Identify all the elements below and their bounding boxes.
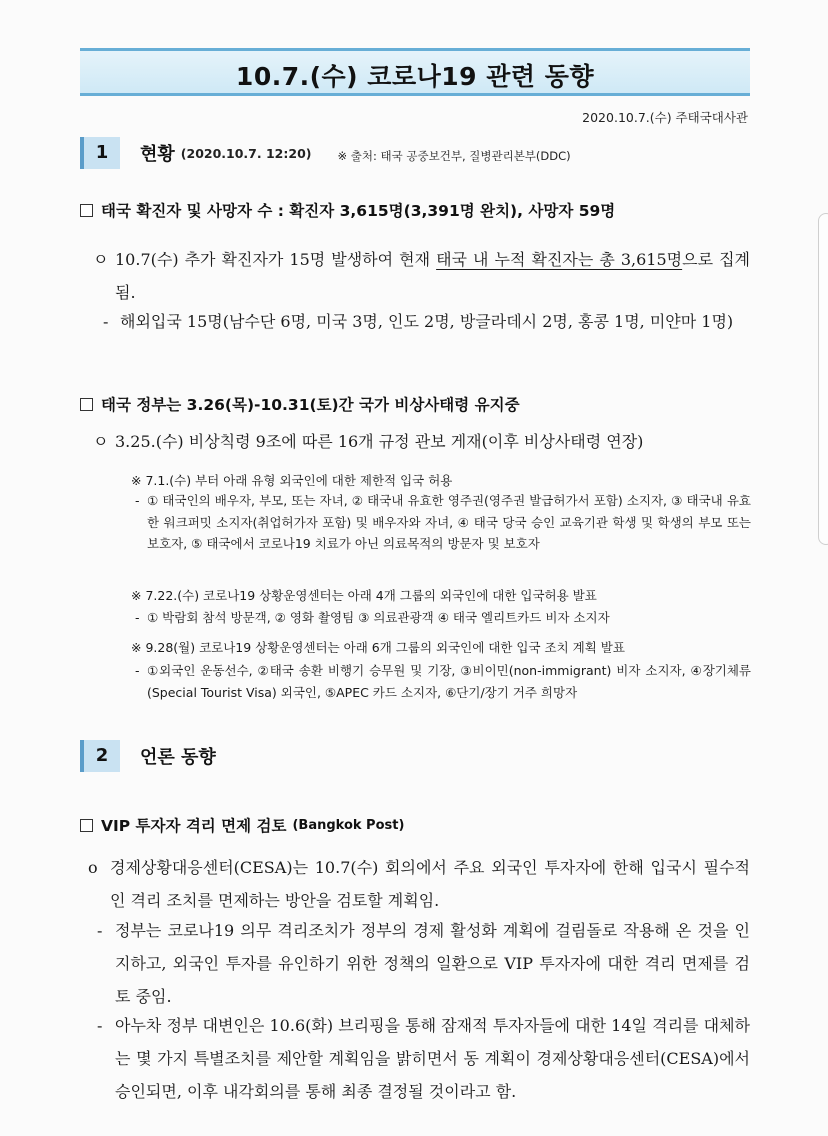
dash-text: 정부는 코로나19 의무 격리조치가 정부의 경제 활성화 계획에 걸림돌로 작용해 온 것을 인지하고, 외국인 투자를 유인하기 위한 정책의 일환으로 VIP 투자자에 대한 격리 면제를 검토 중임. <box>115 921 750 1006</box>
dash-paragraph <box>103 305 750 338</box>
dash-marker: - <box>135 493 140 508</box>
topic-heading-text: 태국 정부는 3.26(목)-10.31(토)간 국가 비상사태령 유지중 <box>101 396 520 414</box>
checkbox-icon <box>80 819 93 832</box>
bullet-text <box>115 243 750 309</box>
section-title: 언론 동향 <box>140 747 216 768</box>
title-banner <box>80 48 750 96</box>
section-source: ※ 출처: 태국 공중보건부, 질병관리본부(DDC) <box>337 149 571 163</box>
bullet-marker: o <box>88 858 98 877</box>
bullet-text-pre: 10.7(수) 추가 확진자가 15명 발생하여 현재 <box>115 250 437 269</box>
dash-marker: - <box>135 610 140 625</box>
note-body-text: ①외국인 운동선수, ②태국 송환 비행기 승무원 및 기장, ③비이민(non-immigrant) 비자 소지자, ④장기체류(Special Tourist Visa) 외국인, ⑤APEC 카드 소지자, ⑥단기/장기 거주 희망자 <box>147 663 751 700</box>
note-body-text: ① 태국인의 배우자, 부모, 또는 자녀, ② 태국내 유효한 영주권(영주권 발급허가서 포함) 소지자, ③ 태국내 유효한 워크퍼밋 소지자(취업허가자 포함) 및 배우자와 자녀, ④ 태국 당국 승인 교육기관 학생 및 학생의 부모 또는 보호자, ⑤ 태국에서 코로나19 치료가 아닌 의료목적의 방문자 및 보호자 <box>147 493 751 551</box>
note-body <box>135 490 751 555</box>
date-issuer: 2020.10.7.(수) 주태국대사관 <box>582 110 748 125</box>
bullet-paragraph <box>88 851 750 917</box>
dash-paragraph <box>97 1009 750 1108</box>
bullet-paragraph <box>93 243 750 309</box>
section-number: 2 <box>80 740 120 772</box>
topic-heading-text: 태국 확진자 및 사망자 수 : 확진자 3,615명(3,391명 완치), 사망자 59명 <box>101 202 616 220</box>
bullet-text-post: 으로 집계됨. <box>115 250 750 302</box>
topic-heading-text: VIP 투자자 격리 면제 검토 <box>101 817 287 835</box>
section-timestamp: (2020.10.7. 12:20) <box>180 145 312 161</box>
section-title: 현황 <box>140 144 175 165</box>
bullet-text: 경제상황대응센터(CESA)는 10.7(수) 회의에서 주요 외국인 투자자에 한해 입국시 필수적인 격리 조치를 면제하는 방안을 검토할 계획임. <box>110 858 750 910</box>
note-body <box>135 660 751 703</box>
checkbox-icon <box>80 398 93 411</box>
topic-heading <box>80 199 615 221</box>
dash-marker: - <box>97 1016 103 1035</box>
section-number: 1 <box>80 137 120 169</box>
note-heading: ※ 9.28(월) 코로나19 상황운영센터는 아래 6개 그룹의 외국인에 대한 입국 조치 계획 발표 <box>131 640 625 655</box>
checkbox-icon <box>80 204 93 217</box>
bullet-marker: ㅇ <box>93 250 109 269</box>
document-title: 10.7.(수) 코로나19 관련 동향 <box>235 62 595 91</box>
section-1-header <box>80 137 571 169</box>
dash-text: 해외입국 15명(남수단 6명, 미국 3명, 인도 2명, 방글라데시 2명, 홍콩 1명, 미얀마 1명) <box>120 312 734 331</box>
bullet-text: 3.25.(수) 비상칙령 9조에 따른 16개 규정 관보 게재(이후 비상사태령 연장) <box>115 432 644 451</box>
dash-paragraph <box>97 914 750 1013</box>
note-body <box>135 607 751 629</box>
topic-heading <box>80 814 404 836</box>
bullet-paragraph <box>93 425 750 458</box>
dash-marker: - <box>103 312 109 331</box>
bullet-marker: ㅇ <box>93 432 109 451</box>
dash-text: 아누차 정부 대변인은 10.6(화) 브리핑을 통해 잠재적 투자자들에 대한 14일 격리를 대체하는 몇 가지 특별조치를 제안할 계획임을 밝히면서 동 계획이 경제상황대응센터(CESA)에서 승인되면, 이후 내각회의를 통해 최종 결정될 것이라고 함. <box>115 1016 750 1101</box>
dash-marker: - <box>135 663 140 678</box>
scrollbar[interactable] <box>818 213 828 545</box>
note-body-text: ① 박람회 참석 방문객, ② 영화 촬영팀 ③ 의료관광객 ④ 태국 엘리트카드 비자 소지자 <box>147 610 610 625</box>
topic-heading <box>80 393 520 415</box>
note-heading: ※ 7.1.(수) 부터 아래 유형 외국인에 대한 제한적 입국 허용 <box>131 473 453 488</box>
bullet-text-underlined: 태국 내 누적 확진자는 총 3,615명 <box>436 250 683 269</box>
note-heading: ※ 7.22.(수) 코로나19 상황운영센터는 아래 4개 그룹의 외국인에 대한 입국허용 발표 <box>131 588 597 603</box>
section-2-header <box>80 740 216 772</box>
topic-source: (Bangkok Post) <box>292 817 405 833</box>
dash-marker: - <box>97 921 103 940</box>
